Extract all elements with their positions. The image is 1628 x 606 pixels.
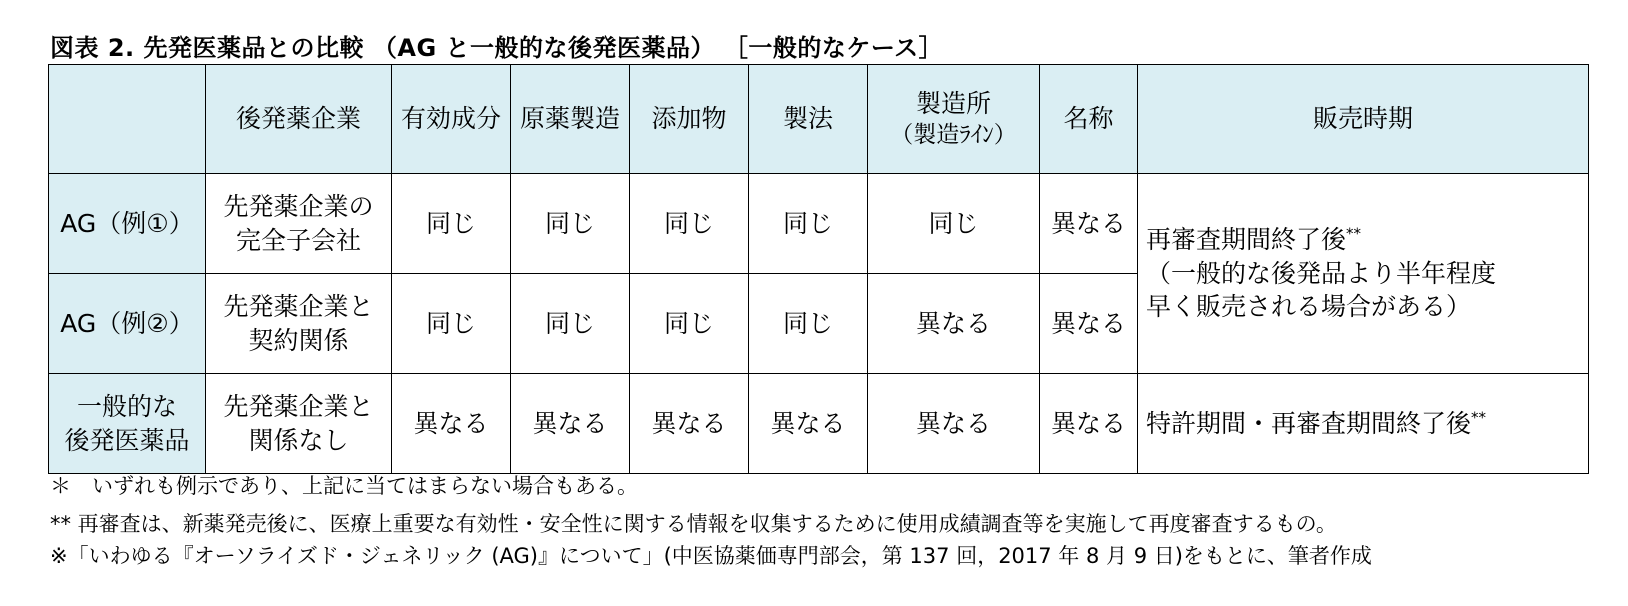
header-method: 製法 bbox=[749, 65, 868, 174]
cell-company bbox=[206, 274, 392, 374]
header-company: 後発薬企業 bbox=[206, 65, 392, 174]
cell-name: 異なる bbox=[1040, 174, 1138, 274]
footnote-mark: ** bbox=[1346, 224, 1362, 243]
footnote-mark: ** bbox=[1471, 408, 1487, 427]
header-factory-l2: （製造ﾗｲﾝ） bbox=[890, 122, 1017, 149]
cell-method: 同じ bbox=[749, 174, 868, 274]
timing-ag-l3: 早く販売される場合がある） bbox=[1146, 292, 1472, 322]
header-ingredient: 有効成分 bbox=[392, 65, 511, 174]
row-label-l2: 後発医薬品 bbox=[64, 425, 190, 455]
cell-company bbox=[206, 374, 392, 474]
header-blank bbox=[49, 65, 206, 174]
header-additive: 添加物 bbox=[630, 65, 749, 174]
timing-ag-l1 bbox=[1146, 223, 1588, 257]
cell-company-l1: 先発薬企業と bbox=[223, 291, 374, 321]
table-row-ag1 bbox=[49, 174, 1589, 274]
cell-ingredient: 異なる bbox=[392, 374, 511, 474]
cell-additive: 同じ bbox=[630, 274, 749, 374]
cell-company-l1: 先発薬企業と bbox=[223, 391, 374, 421]
cell-additive: 同じ bbox=[630, 174, 749, 274]
cell-raw: 異なる bbox=[511, 374, 630, 474]
cell-additive: 異なる bbox=[630, 374, 749, 474]
cell-factory: 異なる bbox=[868, 374, 1040, 474]
row-label: AG（例①） bbox=[49, 174, 206, 274]
cell-method: 異なる bbox=[749, 374, 868, 474]
table-row-generic bbox=[49, 374, 1589, 474]
figure-title: 図表 2. 先発医薬品との比較 （AG と一般的な後発医薬品） ［一般的なケース］ bbox=[50, 34, 944, 62]
header-row bbox=[49, 65, 1589, 174]
comparison-table bbox=[48, 64, 1589, 474]
header-name: 名称 bbox=[1040, 65, 1138, 174]
cell-factory: 同じ bbox=[868, 174, 1040, 274]
header-timing: 販売時期 bbox=[1138, 65, 1589, 174]
cell-company-l2: 契約関係 bbox=[248, 325, 349, 355]
row-label bbox=[49, 374, 206, 474]
cell-name: 異なる bbox=[1040, 374, 1138, 474]
row-label: AG（例②） bbox=[49, 274, 206, 374]
cell-timing-generic bbox=[1138, 374, 1589, 474]
timing-ag-l1-text: 再審査期間終了後 bbox=[1146, 224, 1347, 254]
cell-company-l2: 関係なし bbox=[248, 425, 349, 455]
cell-name: 異なる bbox=[1040, 274, 1138, 374]
cell-timing-ag bbox=[1138, 174, 1589, 374]
header-factory-l1: 製造所 bbox=[915, 88, 991, 118]
cell-company bbox=[206, 174, 392, 274]
row-label-l1: 一般的な bbox=[76, 391, 177, 421]
timing-generic-text: 特許期間・再審査期間終了後 bbox=[1146, 408, 1472, 438]
cell-ingredient: 同じ bbox=[392, 274, 511, 374]
cell-company-l1: 先発薬企業の bbox=[223, 191, 374, 221]
cell-factory: 異なる bbox=[868, 274, 1040, 374]
footnote-1: ＊ いずれも例示であり、上記に当てはまらない場合もある。 bbox=[50, 474, 638, 498]
cell-raw: 同じ bbox=[511, 274, 630, 374]
cell-company-l2: 完全子会社 bbox=[235, 225, 361, 255]
cell-raw: 同じ bbox=[511, 174, 630, 274]
footnote-2: ** 再審査は、新薬発売後に、医療上重要な有効性・安全性に関する情報を収集するために使用成績調査等を実施して再度審査するもの。 bbox=[50, 512, 1337, 536]
cell-method: 同じ bbox=[749, 274, 868, 374]
header-factory bbox=[868, 65, 1040, 174]
header-raw: 原薬製造 bbox=[511, 65, 630, 174]
cell-ingredient: 同じ bbox=[392, 174, 511, 274]
source-note: ※「いわゆる『オーソライズド・ジェネリック (AG)』について」(中医協薬価専門部会，第 137 回，2017 年 8 月 9 日)をもとに、筆者作成 bbox=[50, 544, 1372, 568]
timing-ag-l2: （一般的な後発品より半年程度 bbox=[1146, 258, 1497, 288]
